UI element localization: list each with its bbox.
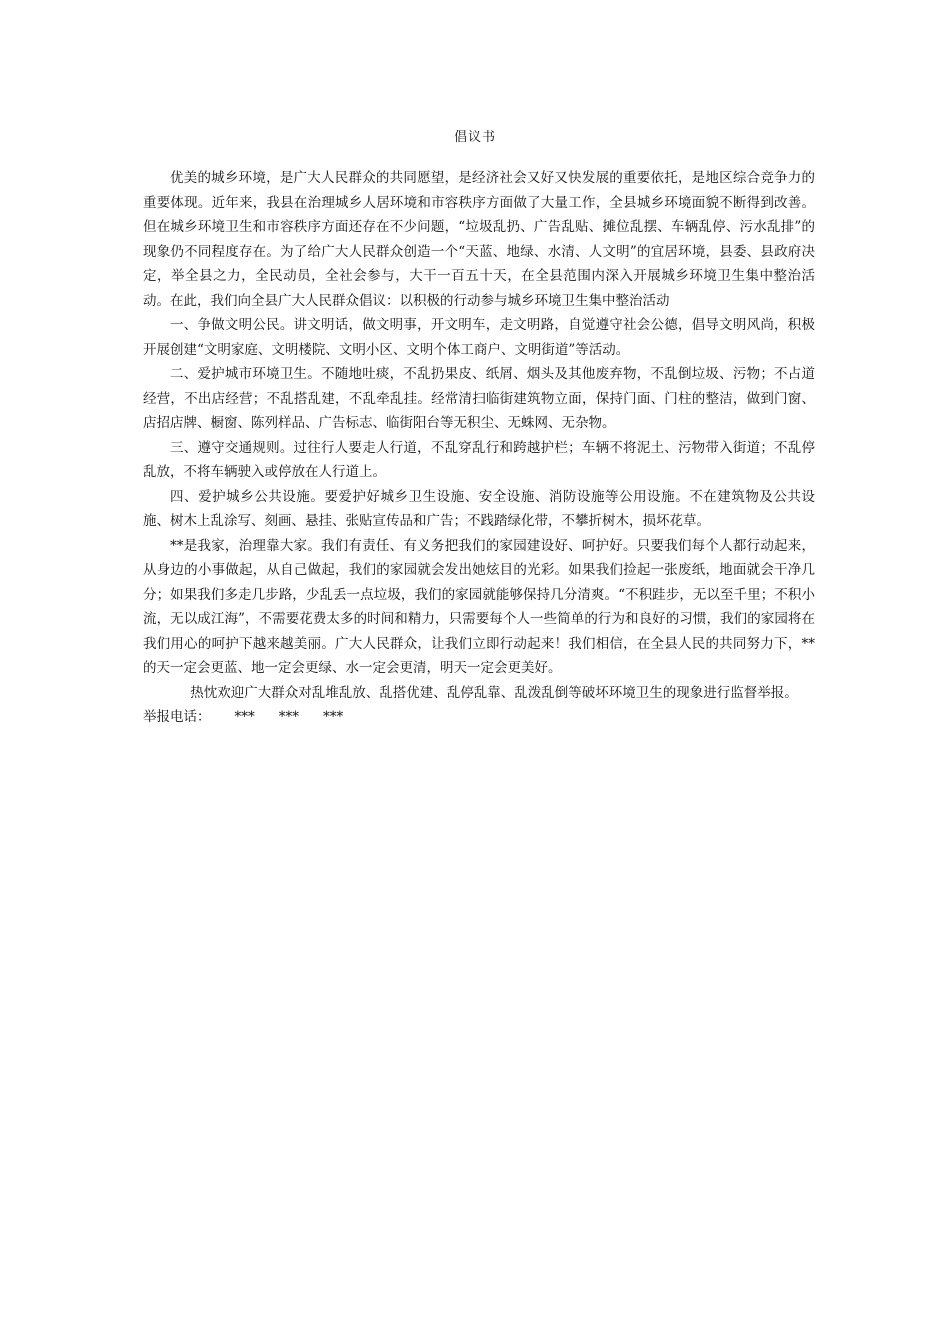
intro-paragraph: 优美的城乡环境，是广大人民群众的共同愿望，是经济社会又好又快发展的重要依托，是地区综合竞争力的重要体现。近年来，我县在治理城乡人居环境和市容秩序方面做了大量工作，全县城乡环境面貌不断得到改善。但在城乡环境卫生和市容秩序方面还存在不少问题，“垃圾乱扔、广告乱贴、摊位乱摆、车辆乱停、污水乱排”的现象仍不同程度存在。为了给广大人民群众创造一个“天蓝、地绿、水清、人文明”的宜居环境，县委、县政府决定，举全县之力，全民动员，全社会参与，大干一百五十天，在全县范围内深入开展城乡环境卫生集中整治活动。在此，我们向全县广大人民群众倡议：以积极的行动参与城乡环境卫生集中整治活动 <box>143 170 815 309</box>
initiative-item-3: 三、遵守交通规则。过往行人要走人行道，不乱穿乱行和跨越护栏；车辆不将泥土、污物带入街道；不乱停乱放，不将车辆驶入或停放在人行道上。 <box>143 439 815 480</box>
phone-number: *** <box>278 709 299 725</box>
report-invitation: 热忱欢迎广大群众对乱堆乱放、乱搭优建、乱停乱靠、乱泼乱倒等破坏环境卫生的现象进行监督举报。 <box>190 684 798 701</box>
phone-label: 举报电话： <box>143 709 211 725</box>
phone-number: *** <box>234 709 255 725</box>
document-title: 倡议书 <box>453 130 496 145</box>
initiative-item-1: 一、争做文明公民。讲文明话，做文明事，开文明车，走文明路，自觉遵守社会公德，倡导文明风尚，积极开展创建“文明家庭、文明楼院、文明小区、文明个体工商户、文明街道”等活动。 <box>143 317 815 358</box>
document-body <box>143 166 815 730</box>
initiative-item-2: 二、爱护城市环境卫生。不随地吐痰，不乱扔果皮、纸屑、烟头及其他废弃物，不乱倒垃圾、污物；不占道经营，不出店经营；不乱搭乱建，不乱牵乱挂。经常清扫临街建筑物立面，保持门面、门柱的整洁，做到门窗、店招店牌、橱窗、陈列样品、广告标志、临街阳台等无积尘、无蛛网、无杂物。 <box>143 366 815 431</box>
phone-number: *** <box>323 709 344 725</box>
initiative-item-4: 四、爱护城乡公共设施。要爱护好城乡卫生设施、安全设施、消防设施等公用设施。不在建筑物及公共设施、树木上乱涂写、刻画、悬挂、张贴宣传品和广告；不践踏绿化带，不攀折树木，损坏花草。 <box>143 488 815 529</box>
report-phone-line <box>143 705 815 730</box>
closing-paragraph: **是我家，治理靠大家。我们有责任、有义务把我们的家园建设好、呵护好。只要我们每个人都行动起来，从身边的小事做起，从自己做起，我们的家园就会发出她炫目的光彩。如果我们捡起一张废纸，地面就会干净几分；如果我们多走几步路，少乱丢一点垃圾，我们的家园就能够保持几分清爽。“不积跬步，无以至千里；不积小流，无以成江海”，不需要花费太多的时间和精力，只需要每个人一些简单的行为和良好的习惯，我们的家园将在我们用心的呵护下越来越美丽。广大人民群众，让我们立即行动起来！我们相信，在全县人民的共同努力下，**的天一定会更蓝、地一定会更绿、水一定会更清，明天一定会更美好。 <box>143 537 815 676</box>
